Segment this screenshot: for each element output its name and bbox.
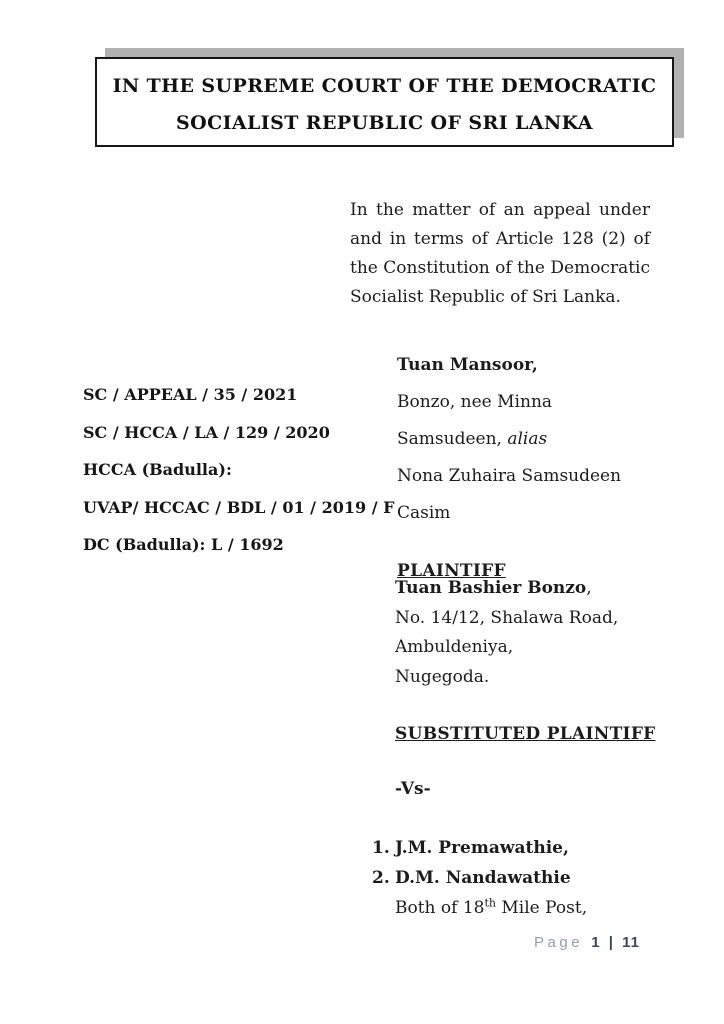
plaintiff-name-line-3 <box>397 421 677 458</box>
footer-page-separator: | <box>608 934 614 951</box>
footer-page-label: Page <box>534 934 584 951</box>
substituted-plaintiff-address-1: No. 14/12, Shalawa Road, <box>395 607 619 628</box>
court-title-box <box>95 57 674 147</box>
case-number-hcca-badulla: HCCA (Badulla): <box>83 460 232 479</box>
defendants-address-row <box>372 893 672 923</box>
defendants-list <box>372 833 672 923</box>
footer-page-number: 1 <box>591 934 601 951</box>
defendant-item-1 <box>372 833 672 863</box>
substituted-plaintiff-name: Tuan Bashier Bonzo <box>395 578 587 598</box>
plaintiff-alias-word: alias <box>507 429 548 449</box>
plaintiff-name-line-4: Nona Zuhaira Samsudeen Casim <box>397 466 622 523</box>
court-title-line-1: IN THE SUPREME COURT OF THE DEMOCRATIC <box>112 75 657 97</box>
defendants-address-ordinal: th <box>484 896 496 910</box>
defendant-2-name: D.M. Nandawathie <box>395 868 571 888</box>
substituted-plaintiff-name-comma: , <box>586 578 592 598</box>
defendant-1-name: J.M. Premawathie, <box>395 838 569 858</box>
plaintiff-designation: PLAINTIFF <box>397 561 506 581</box>
case-number-sc-appeal: SC / APPEAL / 35 / 2021 <box>83 385 298 404</box>
defendant-1-number: 1. <box>372 838 390 858</box>
defendants-address-prefix: Both of 18 <box>395 898 485 918</box>
footer-total-pages: 11 <box>622 934 640 951</box>
substituted-plaintiff-address-2: Ambuldeniya, <box>395 637 514 657</box>
plaintiff-name-line-2: Bonzo, nee Minna <box>397 392 553 412</box>
court-title-line-2: SOCIALIST REPUBLIC OF SRI LANKA <box>176 112 593 134</box>
defendants-address <box>395 893 587 923</box>
case-number-uvap-hccac: UVAP/ HCCAC / BDL / 01 / 2019 / F <box>83 497 395 517</box>
substituted-plaintiff-address-3: Nugegoda. <box>395 666 490 687</box>
case-number-sc-hcca-la: SC / HCCA / LA / 129 / 2020 <box>83 422 330 442</box>
defendants-address-indent <box>372 893 395 923</box>
matter-paragraph: In the matter of an appeal under and in terms of Article 128 (2) of the Constitution of the Democratic Socialist Republic of Sri Lanka. <box>350 200 650 307</box>
plaintiff-line3-text: Samsudeen, <box>397 429 508 449</box>
versus-label: -Vs- <box>395 779 431 799</box>
defendants-address-suffix: Mile Post, <box>496 898 588 918</box>
defendant-2-number: 2. <box>372 868 390 888</box>
substituted-plaintiff-name-line <box>395 574 685 604</box>
plaintiff-name: Tuan Mansoor, <box>397 355 538 375</box>
substituted-plaintiff-designation: SUBSTITUTED PLAINTIFF <box>395 724 656 744</box>
page-footer <box>0 934 640 951</box>
substituted-plaintiff-block <box>395 574 685 750</box>
plaintiff-block <box>397 347 677 590</box>
case-number-dc-badulla: DC (Badulla): L / 1692 <box>83 535 284 554</box>
case-number-list <box>83 376 395 564</box>
defendant-item-2 <box>372 863 672 893</box>
